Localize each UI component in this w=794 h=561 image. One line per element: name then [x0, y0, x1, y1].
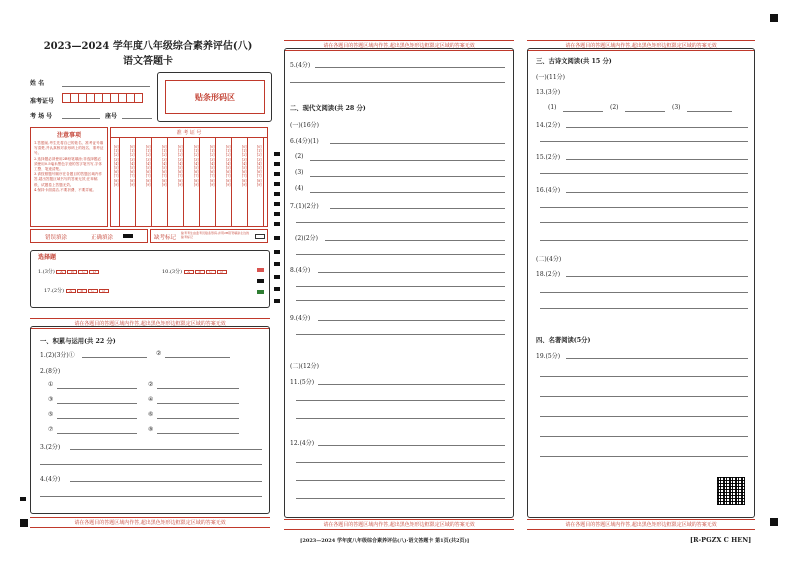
q6-line-3[interactable]	[310, 176, 505, 177]
name-line[interactable]	[62, 86, 150, 87]
part-3-1: (一)(11分)	[536, 74, 565, 81]
footer-code: [R-PGZX C HEN]	[690, 536, 752, 544]
col1-warning-bottom: 请在各题目的答题区域内作答,超出黑色矩形边框限定区域的答案无效	[30, 517, 270, 528]
q13-line-3[interactable]	[687, 111, 732, 112]
room-label: 考 场 号	[30, 113, 53, 120]
q6-line-2[interactable]	[310, 160, 505, 161]
q2-line-1[interactable]	[57, 388, 137, 389]
q19-line-2[interactable]	[540, 376, 748, 377]
part-2-1: (一)(16分)	[290, 122, 319, 129]
q1-2-line[interactable]	[165, 357, 230, 358]
seat-label: 座号	[105, 113, 118, 120]
q12-line-1[interactable]	[318, 445, 505, 446]
q11-line-3[interactable]	[296, 418, 505, 419]
qr-code-icon	[717, 477, 745, 505]
absent-mark[interactable]	[255, 234, 265, 239]
name-label: 姓 名	[30, 80, 45, 87]
choice-row-10[interactable]: 10.(3分) A B C D	[162, 268, 228, 275]
q14-line-1[interactable]	[566, 127, 748, 128]
q13-label: 13.(3分)	[536, 89, 561, 96]
q19-line-5[interactable]	[540, 436, 748, 437]
q18-label: 18.(2分)	[536, 271, 561, 278]
q11-label: 11.(5分)	[290, 379, 315, 386]
q13-item-2: (2)	[610, 104, 619, 111]
col3-warning-bottom: 请在各题目的答题区域内作答,超出黑色矩形边框限定区域的答案无效	[527, 519, 755, 530]
q8-line-3[interactable]	[296, 300, 505, 301]
grid-digits-9: [0] [1] [2] [3] [4] [5] [6] [7] [8] [9]	[242, 145, 247, 187]
q13-line-1[interactable]	[563, 111, 603, 112]
exam-id-boxes[interactable]	[62, 93, 142, 105]
q2-label: 2.(8分)	[40, 368, 61, 375]
q12-line-4[interactable]	[296, 498, 505, 499]
q6-line-1[interactable]	[330, 143, 505, 144]
q2-line-8[interactable]	[157, 433, 239, 434]
q19-line-3[interactable]	[540, 396, 748, 397]
part-3-2: (二)(4分)	[536, 256, 562, 263]
q16-line-4[interactable]	[540, 240, 748, 241]
q2-line-6[interactable]	[157, 418, 239, 419]
q16-label: 16.(4分)	[536, 187, 561, 194]
room-line[interactable]	[62, 118, 100, 119]
q9-label: 9.(4分)	[290, 315, 311, 322]
q1-label: 1.(2)(3分)①	[40, 352, 75, 359]
q14-line-2[interactable]	[540, 141, 748, 142]
black-mark	[257, 279, 264, 283]
barcode-area[interactable]: 贴条形码区	[165, 80, 265, 114]
grid-digits-5: [0] [1] [2] [3] [4] [5] [6] [7] [8] [9]	[178, 145, 183, 187]
footer-center: [2023—2024 学年度八年级综合素养评估(八)·语文答题卡 第1页(共2页)]	[300, 538, 470, 544]
notice-title: 注意事项	[56, 132, 81, 139]
exam-id-grid-title: 准 考 证 号	[111, 128, 267, 138]
q3-line-1[interactable]	[70, 449, 262, 450]
grid-digits-2: [0] [1] [2] [3] [4] [5] [6] [7] [8] [9]	[130, 145, 135, 187]
q2-line-2[interactable]	[157, 388, 239, 389]
part-2-2: (二)(12分)	[290, 363, 319, 370]
q7-2-label: (2)(2分)	[295, 235, 318, 242]
red-mark	[257, 268, 264, 272]
q2-line-5[interactable]	[57, 418, 137, 419]
q8-label: 8.(4分)	[290, 267, 311, 274]
q7-line-1[interactable]	[330, 208, 505, 209]
q4-line-2[interactable]	[40, 496, 262, 497]
q15-line-1[interactable]	[566, 159, 748, 160]
q2-item-6: ⑥	[148, 411, 154, 418]
q2-line-4[interactable]	[157, 403, 239, 404]
q2-item-1: ①	[48, 381, 54, 388]
q5-line-1[interactable]	[315, 67, 505, 68]
exam-title: 2023—2024 学年度八年级综合素养评估(八)	[43, 41, 253, 52]
seat-line[interactable]	[122, 118, 152, 119]
grid-digits-6: [0] [1] [2] [3] [4] [5] [6] [7] [8] [9]	[194, 145, 199, 187]
q19-label: 19.(5分)	[536, 353, 561, 360]
q1-2-label: ②	[156, 350, 162, 357]
col3-answer-box	[527, 48, 755, 518]
q12-line-3[interactable]	[296, 480, 505, 481]
q4-line-1[interactable]	[70, 481, 262, 482]
choice-row-17[interactable]: 17.(2分) A B C D	[44, 287, 110, 294]
absent-label: 缺考标记	[154, 235, 177, 241]
grid-digits-3: [0] [1] [2] [3] [4] [5] [6] [7] [8] [9]	[146, 145, 151, 187]
section2-title: 二、现代文阅读(共 28 分)	[290, 105, 366, 112]
q2-item-7: ⑦	[48, 426, 54, 433]
section1-title: 一、积累与运用(共 22 分)	[40, 338, 116, 345]
grid-digits-7: [0] [1] [2] [3] [4] [5] [6] [7] [8] [9]	[210, 145, 215, 187]
col2-answer-box	[284, 48, 514, 518]
q7-label: 7.(1)(2分)	[290, 203, 319, 210]
q6-label: 6.(4分)(1)	[290, 138, 319, 145]
q11-line-1[interactable]	[318, 384, 505, 385]
q15-line-2[interactable]	[540, 173, 748, 174]
q7-line-2[interactable]	[296, 222, 505, 223]
q9-line-2[interactable]	[296, 334, 505, 335]
q8-line-1[interactable]	[318, 272, 505, 273]
q2-item-3: ③	[48, 396, 54, 403]
green-mark	[257, 290, 264, 294]
notice-text: 1.答题前,考生先将自己的姓名、准考证号填写清楚,并认真核对条形码上的姓名、准考证号。 2.选择题必须使用2B铅笔填涂;非选择题必须使用0.5毫米黑色字迹的签字笔书写,字体工整、笔迹清楚。 3.请按照题号顺序在各题目的答题区域内作答,超出答题区域书写的答案无效;在草稿纸、试题卷上答题无效。 4.保持卡面清洁,不要折叠、不要弄破。	[34, 141, 104, 192]
q15-label: 15.(2分)	[536, 154, 561, 161]
choice-title: 选择题	[38, 254, 57, 261]
q19-line-1[interactable]	[566, 358, 748, 359]
q6-line-4[interactable]	[310, 192, 505, 193]
q6-item-4: (4)	[295, 185, 304, 192]
card-title: 语文答题卡	[123, 56, 173, 67]
q2-item-5: ⑤	[48, 411, 54, 418]
q13-item-1: (1)	[548, 104, 557, 111]
fill-example: 错误填涂 正确填涂	[30, 229, 148, 243]
q13-item-3: (3)	[672, 104, 681, 111]
grid-digits-8: [0] [1] [2] [3] [4] [5] [6] [7] [8] [9]	[226, 145, 231, 187]
q16-line-2[interactable]	[540, 207, 748, 208]
q7-line-4[interactable]	[296, 254, 505, 255]
filled-sample	[123, 234, 133, 238]
choice-box	[30, 250, 270, 308]
col1-warning: 请在各题目的答题区域内作答,超出黑色矩形边框限定区域的答案无效	[30, 318, 270, 329]
q18-line-1[interactable]	[566, 276, 748, 277]
q2-item-2: ②	[148, 381, 154, 388]
q18-line-2[interactable]	[540, 292, 748, 293]
q5-line-2[interactable]	[290, 82, 505, 83]
grid-digits-1: [0] [1] [2] [3] [4] [5] [6] [7] [8] [9]	[114, 145, 119, 187]
q2-item-8: ⑧	[148, 426, 154, 433]
col3-warning-top: 请在各题目的答题区域内作答,超出黑色矩形边框限定区域的答案无效	[527, 40, 755, 51]
absent-note: 缺考考生由监考员贴条形码,并用2B铅笔填涂左边的缺考标记	[181, 231, 250, 239]
q13-line-2[interactable]	[625, 111, 665, 112]
q18-line-3[interactable]	[540, 308, 748, 309]
q1-1-line[interactable]	[82, 357, 147, 358]
q4-label: 4.(4分)	[40, 476, 61, 483]
q6-item-3: (3)	[295, 169, 304, 176]
q12-line-2[interactable]	[296, 462, 505, 463]
q16-line-1[interactable]	[566, 192, 748, 193]
section3-title: 三、古诗文阅读(共 15 分)	[536, 58, 612, 65]
q9-line-1[interactable]	[318, 320, 505, 321]
q16-line-3[interactable]	[540, 222, 748, 223]
notice-box	[30, 127, 108, 227]
absent-box	[150, 229, 268, 243]
q8-line-2[interactable]	[296, 286, 505, 287]
col2-warning-top: 请在各题目的答题区域内作答,超出黑色矩形边框限定区域的答案无效	[284, 40, 514, 51]
q14-label: 14.(2分)	[536, 122, 561, 129]
col2-warning-bottom: 请在各题目的答题区域内作答,超出黑色矩形边框限定区域的答案无效	[284, 519, 514, 530]
q19-line-6[interactable]	[540, 456, 748, 457]
q2-line-7[interactable]	[57, 433, 137, 434]
q7-line-3[interactable]	[325, 240, 505, 241]
grid-digits-10: [0] [1] [2] [3] [4] [5] [6] [7] [8] [9]	[257, 145, 262, 187]
q3-label: 3.(2分)	[40, 444, 61, 451]
q12-label: 12.(4分)	[290, 440, 315, 447]
q6-item-2: (2)	[295, 153, 304, 160]
q3-line-2[interactable]	[40, 464, 262, 465]
exam-id-label: 准考证号	[30, 98, 55, 105]
grid-digits-4: [0] [1] [2] [3] [4] [5] [6] [7] [8] [9]	[162, 145, 167, 187]
choice-row-1[interactable]: 1.(3分) A B C D	[38, 268, 100, 275]
section4-title: 四、名著阅读(5分)	[536, 337, 591, 344]
q19-line-4[interactable]	[540, 416, 748, 417]
q11-line-2[interactable]	[296, 400, 505, 401]
q2-line-3[interactable]	[57, 403, 137, 404]
q5-label: 5.(4分)	[290, 62, 311, 69]
q2-item-4: ④	[148, 396, 154, 403]
